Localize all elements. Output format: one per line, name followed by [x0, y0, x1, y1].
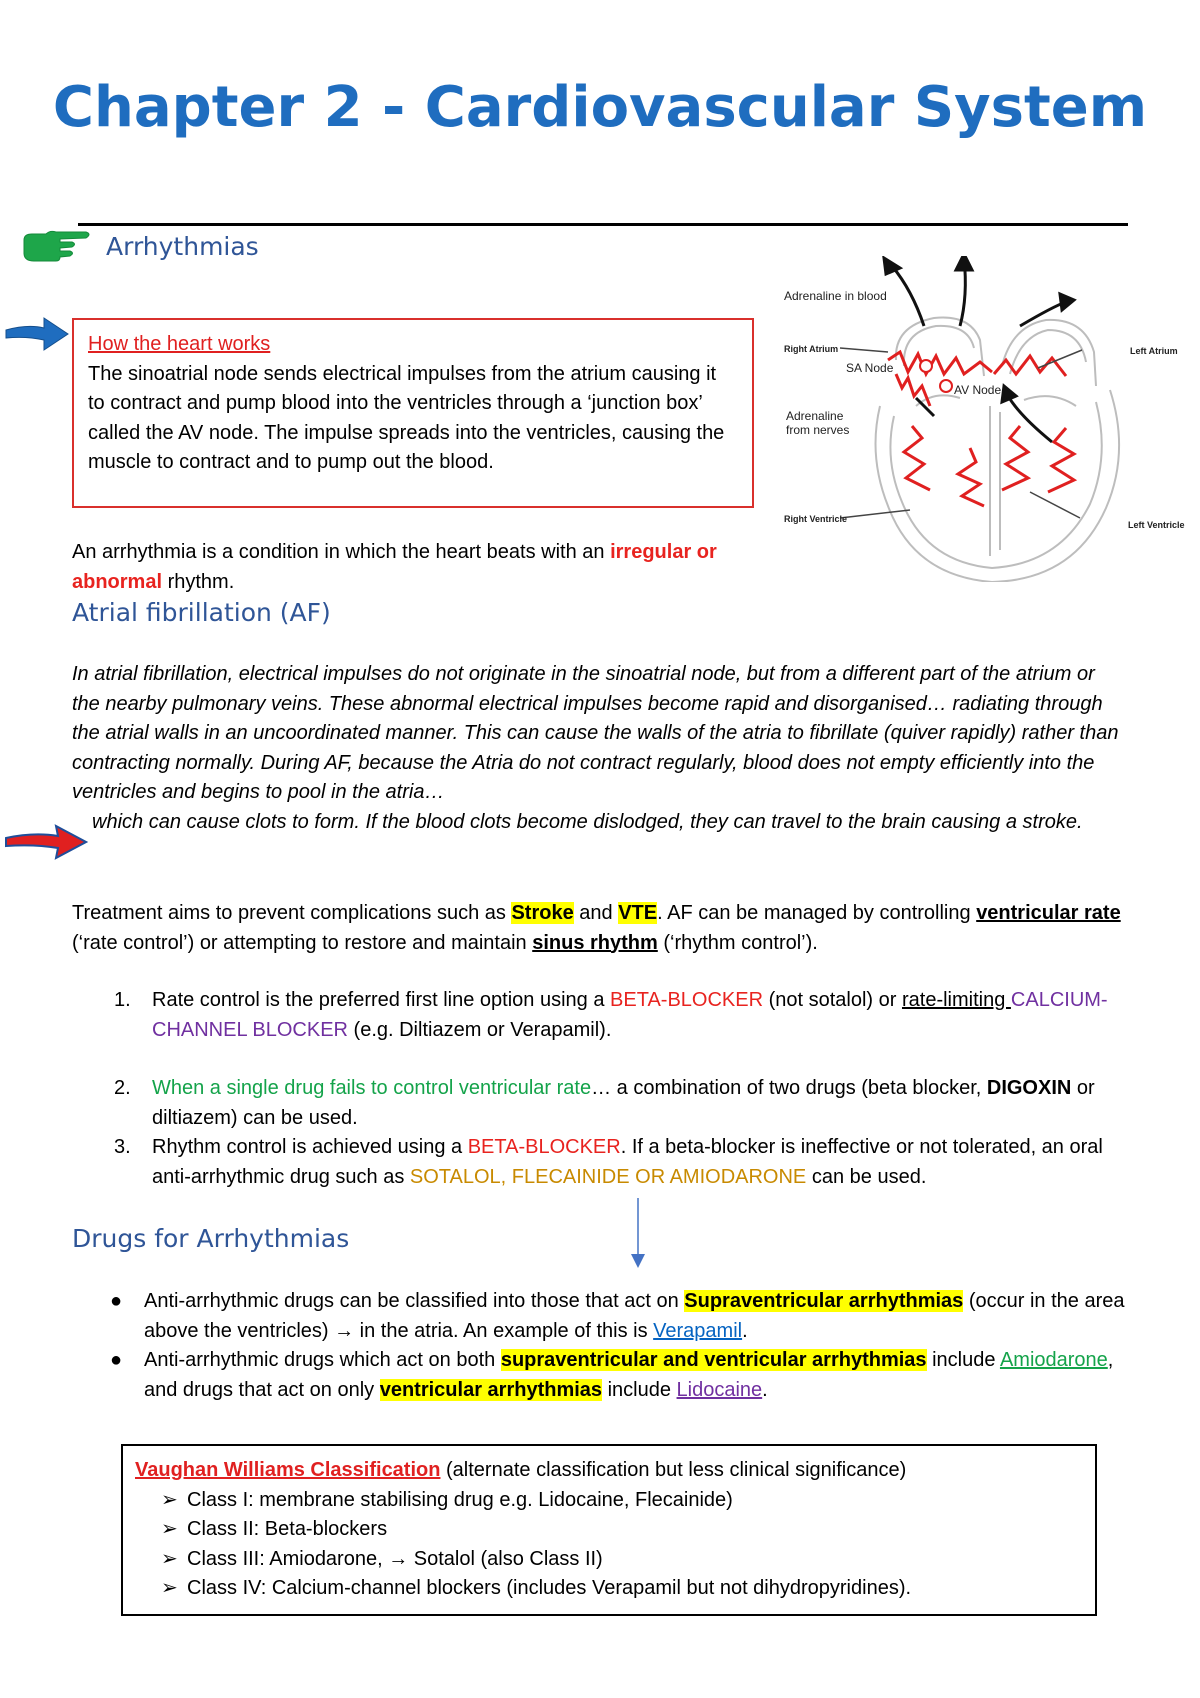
list-item: ● Anti-arrhythmic drugs which act on both supraventricular and ventricular arrhythmias include Amiodarone, and drugs that act on only ventricular arrhythmias include Lidocaine. [110, 1349, 1114, 1401]
treatment-list [72, 986, 1132, 1192]
arrow-bullet-icon: ➢ [161, 1488, 178, 1511]
title-rule [78, 223, 1128, 226]
drugs-bullet-list [72, 1287, 1132, 1405]
heart-works-box [72, 318, 754, 508]
pointing-hand-icon [20, 228, 92, 266]
label-left-ventricle: Left Ventricle [1128, 520, 1185, 530]
label-adrenaline-blood: Adrenaline in blood [784, 289, 887, 303]
heart-works-text: The sinoatrial node sends electrical impulses from the atrium causing it to contract and pump blood into the ventricles through a ‘junction box’ called the AV node. The impulse spreads into the ventricles, causing the muscle to contract and to pump out the blood. [88, 362, 725, 473]
heart-diagram [784, 256, 1200, 582]
lidocaine-link[interactable]: Lidocaine [676, 1378, 763, 1401]
down-arrow-icon [628, 1196, 648, 1270]
label-left-atrium: Left Atrium [1130, 346, 1178, 356]
page-title: Chapter 2 - Cardiovascular System [52, 75, 1148, 140]
arrow-bullet-icon: ➢ [161, 1518, 178, 1540]
amiodarone-link[interactable]: Amiodarone [999, 1349, 1108, 1371]
section-heading-arrhythmias: Arrhythmias [106, 232, 259, 261]
list-item: ● Anti-arrhythmic drugs can be classified into those that act on Supraventricular arrhythmias (occur in the area above the ventricles) → in the atria. An example of this is Verapamil. [110, 1290, 1125, 1342]
vaughan-williams-box [121, 1444, 1097, 1616]
arrow-bullet-icon: ➢ [161, 1577, 178, 1599]
list-item: ➢ Class II: Beta-blockers [135, 1515, 1083, 1545]
list-item: ➢ Class I: membrane stabilising drug e.g. Lidocaine, Flecainide) [135, 1486, 1083, 1516]
treatment-paragraph: Treatment aims to prevent complications such as Stroke and VTE. AF can be managed by controlling ventricular rate (‘rate control’) or attempting to restore and maintain sinus rhythm (‘rhythm control’). [72, 902, 1121, 954]
arrhythmia-definition: An arrhythmia is a condition in which the heart beats with an irregular or abnormal rhythm. [72, 541, 717, 593]
section-heading-af: Atrial fibrillation (AF) [72, 598, 331, 627]
label-adrenaline-nerves-2: from nerves [786, 423, 850, 437]
vw-class-list [135, 1486, 1083, 1604]
label-right-ventricle: Right Ventricle [784, 514, 848, 524]
label-av-node: AV Node [954, 383, 1002, 397]
section-heading-drugs: Drugs for Arrhythmias [72, 1224, 350, 1253]
af-paragraph-continued: which can cause clots to form. If the blood clots become dislodged, they can travel to the brain causing a stroke. [92, 811, 1083, 833]
red-arrow-icon [4, 822, 88, 862]
label-sa-node: SA Node [846, 361, 894, 375]
list-item: 3. Rhythm control is achieved using a BETA-BLOCKER. If a beta-blocker is ineffective or not tolerated, an oral anti-arrhythmic drug such as SOTALOL, FLECAINIDE OR AMIODARONE can be used. [114, 1136, 1103, 1188]
verapamil-link[interactable]: Verapamil [653, 1319, 743, 1342]
label-adrenaline-nerves-1: Adrenaline [786, 409, 844, 423]
blue-arrow-icon [4, 316, 70, 352]
list-item: 1. Rate control is the preferred first line option using a BETA-BLOCKER (not sotalol) or rate-limiting CALCIUM-CHANNEL BLOCKER (e.g. Diltiazem or Verapamil). [114, 989, 1108, 1041]
list-item: ➢ Class III: Amiodarone, → Sotalol (also Class II) [135, 1545, 1083, 1575]
list-item: 2. When a single drug fails to control ventricular rate… a combination of two drugs (beta blocker, DIGOXIN or diltiazem) can be used. [114, 1077, 1095, 1129]
heart-works-heading: How the heart works [88, 333, 271, 355]
arrow-bullet-icon: ➢ [161, 1547, 178, 1570]
vw-heading-line: Vaughan Williams Classification (alternate classification but less clinical significance) [135, 1459, 907, 1481]
af-paragraph: In atrial fibrillation, electrical impulses do not originate in the sinoatrial node, but from a different part of the atrium or the nearby pulmonary veins. These abnormal electrical impulses become rapid and disorganised… radiating through the atrial walls in an uncoordinated manner. This can cause the walls of the atria to fibrillate (quiver rapidly) rather than contracting normally. During AF, because the Atria do not contract regularly, blood does not empty efficiently into the ventricles and begins to pool in the atria… [72, 663, 1119, 803]
label-right-atrium: Right Atrium [784, 344, 839, 354]
list-item: ➢ Class IV: Calcium-channel blockers (includes Verapamil but not dihydropyridines). [135, 1574, 1083, 1604]
